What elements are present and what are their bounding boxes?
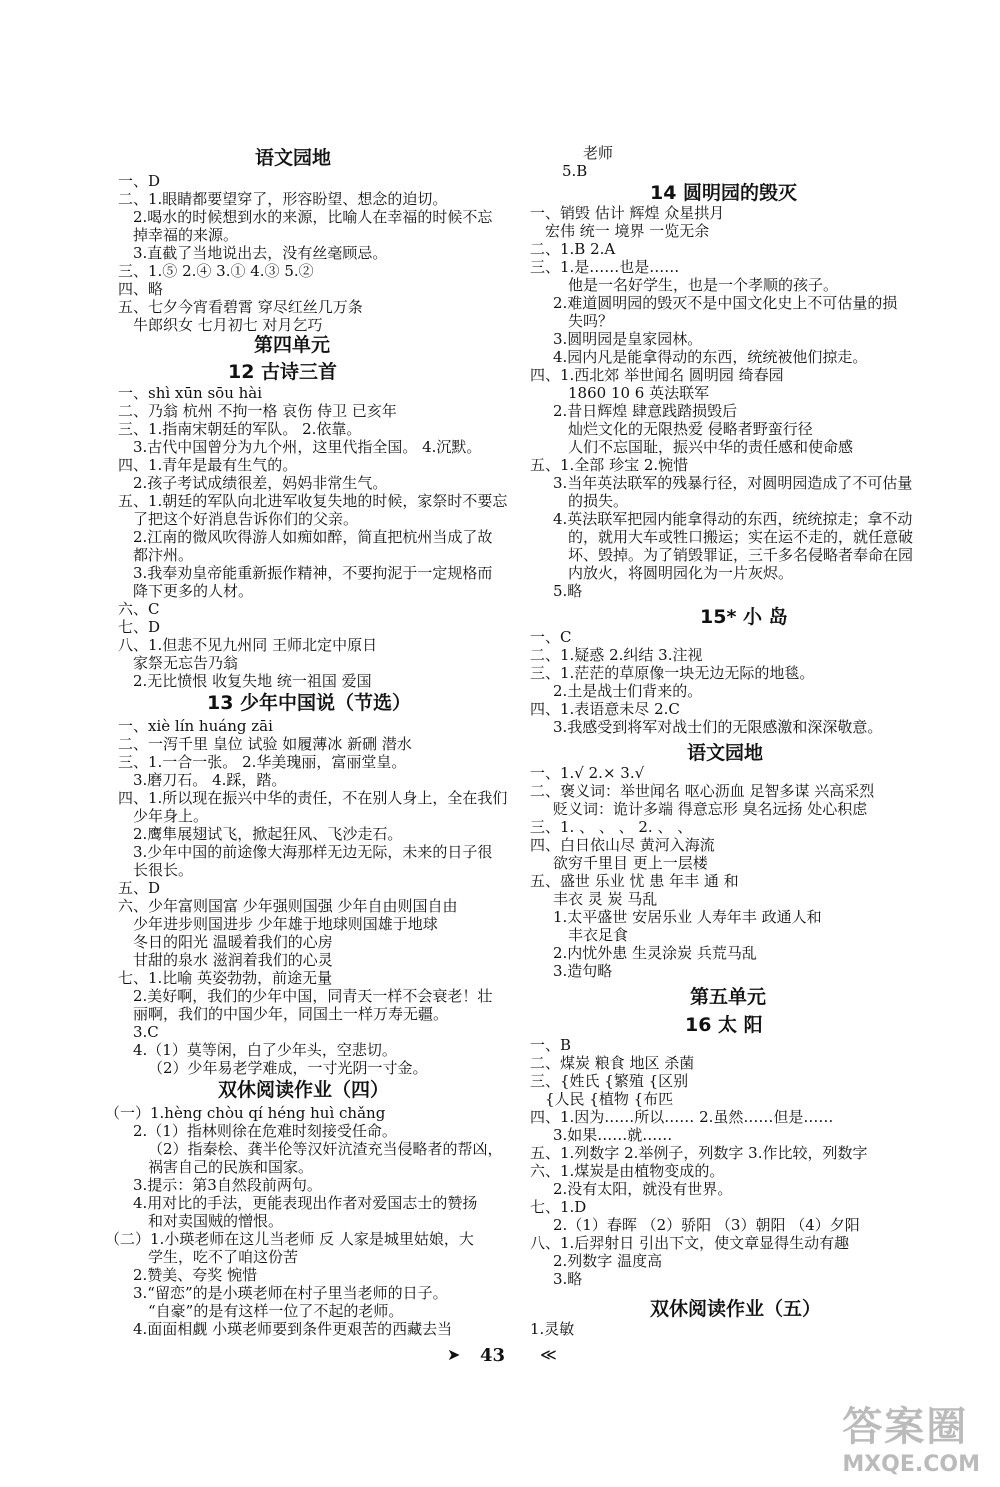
answer-line: 学生，吃不了咱这份苦	[148, 1248, 299, 1266]
answer-line: 五、1.朝廷的军队向北进军收复失地的时候，家祭时不要忘	[118, 492, 508, 510]
section-heading: 第四单元	[254, 334, 331, 356]
answer-line: （二）1.小瑛老师在这儿当老师 反 人家是城里姑娘，大	[105, 1230, 474, 1248]
answer-line: 1.灵敏	[530, 1320, 575, 1338]
answer-line: 三、1.指南宋朝廷的军队。 2.依靠。	[118, 420, 362, 438]
answer-line: 三、1. 、 、 、 2. 、 、	[530, 818, 693, 836]
answer-line: 二、1.B 2.A	[530, 240, 616, 258]
answer-line: 2.难道圆明园的毁灭不是中国文化史上不可估量的损	[553, 294, 898, 312]
answer-line: 失吗？	[568, 312, 614, 330]
answer-line: 四、1.青年是最有生气的。	[118, 456, 298, 474]
answer-line: 一、xiè lín huáng zāi	[118, 717, 273, 735]
answer-line: 四、白日依山尽 黄河入海流	[530, 836, 715, 854]
answer-line: 长很长。	[133, 861, 194, 879]
answer-line: 一、C	[530, 628, 572, 646]
answer-line: 丰衣 灵 炭 马乱	[553, 890, 658, 908]
answer-line: 六、少年富则国富 少年强则国强 少年自由则国自由	[118, 897, 458, 915]
answer-line: 三、1.⑤ 2.④ 3.① 4.③ 5.②	[118, 262, 314, 280]
answer-line: （2）指秦桧、龚半伦等汉奸沆渣充当侵略者的帮凶，	[148, 1140, 503, 1158]
answer-line: 五、1.全部 珍宝 2.惋惜	[530, 456, 689, 474]
answer-line: 掉幸福的来源。	[133, 226, 239, 244]
answer-line: 2.无比愤恨 收复失地 统一祖国 爱国	[133, 672, 372, 690]
answer-line: 老师	[583, 144, 614, 162]
page-number: 43	[480, 1345, 506, 1366]
answer-line: （2）少年易老学难成，一寸光阴一寸金。	[148, 1059, 428, 1077]
answer-line: 七、1.D	[530, 1198, 587, 1216]
answer-line: 七、1.比喻 英姿勃勃，前途无量	[118, 969, 333, 987]
answer-line: 四、1.所以现在振兴中华的责任，不在别人身上，全在我们	[118, 789, 508, 807]
answer-line: 家祭无忘告乃翁	[133, 654, 239, 672]
answer-line: 一、shì xūn sōu hài	[118, 384, 263, 402]
answer-line: 二、1.疑惑 2.纠结 3.注视	[530, 646, 703, 664]
answer-line: 牛郎织女 七月初七 对月乞巧	[133, 316, 323, 334]
answer-line: 二、1.眼睛都要望穿了，形容盼望、想念的迫切。	[118, 190, 448, 208]
answer-line: 4.面面相觑 小瑛老师要到条件更艰苦的西藏去当	[133, 1320, 453, 1338]
answer-line: 2.内忧外患 生灵涂炭 兵荒马乱	[553, 944, 757, 962]
answer-line: 贬义词：诡计多端 得意忘形 臭名远扬 处心积虑	[553, 800, 868, 818]
answer-line: 丰衣足食	[568, 926, 629, 944]
answer-line: 甘甜的泉水 滋润着我们的心灵	[133, 951, 333, 969]
answer-line: 3.如果……就……	[553, 1126, 673, 1144]
answer-line: 六、C	[118, 600, 160, 618]
answer-line: 欲穷千里目 更上一层楼	[553, 854, 708, 872]
answer-line: 2.江南的微风吹得游人如痴如醉，简直把杭州当成了故	[133, 528, 493, 546]
section-heading: 12 古诗三首	[228, 361, 338, 383]
answer-line: 二、煤炭 粮食 地区 杀菌	[530, 1054, 695, 1072]
answer-line: 3.提示：第3自然段前两句。	[133, 1176, 322, 1194]
answer-line: 五、七夕今宵看碧霄 穿尽红丝几万条	[118, 298, 363, 316]
answer-line: （一）1.hèng chòu qí héng huì chǎng	[105, 1104, 386, 1122]
answer-line: 3.C	[133, 1023, 159, 1041]
section-heading: 双休阅读作业（四）	[218, 1079, 390, 1101]
answer-line: 内放火，将圆明园化为一片灰烬。	[568, 564, 794, 582]
answer-line: 3.少年中国的前途像大海那样无边无际，未来的日子很	[133, 843, 493, 861]
answer-line: 五、1.列数字 2.举例子，列数字 3.作比较，列数字	[530, 1144, 868, 1162]
answer-line: 二、乃翁 杭州 不拘一格 哀伤 侍卫 已亥年	[118, 402, 397, 420]
answer-line: 七、D	[118, 618, 161, 636]
answer-line: {人民 {植物 {布匹	[545, 1090, 674, 1108]
answer-line: 3.古代中国曾分为九个州，这里代指全国。 4.沉默。	[133, 438, 482, 456]
answer-line: 2.（1）春晖 （2）骄阳 （3）朝阳 （4）夕阳	[553, 1216, 860, 1234]
answer-line: 1860 10 6 英法联军	[568, 384, 710, 402]
section-heading: 14 圆明园的毁灭	[650, 182, 798, 204]
answer-line: 3.我感受到将军对战士们的无限感激和深深敬意。	[553, 718, 883, 736]
answer-line: 3.当年英法联军的残暴行径，对圆明园造成了不可估量	[553, 474, 913, 492]
answer-line: 3.略	[553, 1270, 583, 1288]
answer-line: 2.土是战士们背来的。	[553, 682, 703, 700]
answer-line: 降下更多的人材。	[133, 582, 254, 600]
answer-line: 2.没有太阳，就没有世界。	[553, 1180, 733, 1198]
answer-line: 一、销毁 估计 辉煌 众星拱月	[530, 204, 725, 222]
answer-line: 人们不忘国耻，振兴中华的责任感和使命感	[568, 438, 854, 456]
answer-line: 四、1.西北郊 举世闻名 圆明园 绮春园	[530, 366, 784, 384]
section-heading: 第五单元	[690, 986, 767, 1008]
answer-line: 3.磨刀石。 4.踩，踏。	[133, 771, 287, 789]
answer-line: 4.英法联军把园内能拿得动的东西，统统掠走；拿不动	[553, 510, 913, 528]
answer-line: 4.（1）莫等闲，白了少年头，空悲切。	[133, 1041, 397, 1059]
answer-line: 5.略	[553, 582, 583, 600]
answer-line: 四、略	[118, 280, 164, 298]
answer-line: 都汴州。	[133, 546, 194, 564]
answer-line: 3.“留恋”的是小瑛老师在村子里当老师的日子。	[133, 1284, 448, 1302]
answer-line: 和对卖国贼的憎恨。	[148, 1212, 284, 1230]
answer-line: 八、1.但悲不见九州同 王师北定中原日	[118, 636, 378, 654]
answer-line: 祸害自己的民族和国家。	[148, 1158, 314, 1176]
answer-line: 二、一泻千里 皇位 试验 如履薄冰 新硎 潜水	[118, 735, 412, 753]
answer-line: 2.美好啊，我们的少年中国，同青天一样不会衰老！壮	[133, 987, 493, 1005]
answer-line: 2.列数字 温度高	[553, 1252, 663, 1270]
section-heading: 语文园地	[255, 147, 332, 169]
answer-line: 1.太平盛世 安居乐业 人寿年丰 政通人和	[553, 908, 822, 926]
answer-line: 2.孩子考试成绩很差，妈妈非常生气。	[133, 474, 388, 492]
watermark-title: 答案圈	[842, 1404, 969, 1450]
answer-line: 3.圆明园是皇家园林。	[553, 330, 703, 348]
answer-line: 的损失。	[568, 492, 629, 510]
answer-line: 一、1.√ 2.× 3.√	[530, 764, 645, 782]
arrow-right-icon: ≪	[540, 1345, 557, 1364]
answer-line: 二、褒义词：举世闻名 呕心沥血 足智多谋 兴高采烈	[530, 782, 875, 800]
section-heading: 13 少年中国说（节选）	[207, 692, 412, 714]
answer-line: 四、1.表语意未尽 2.C	[530, 700, 680, 718]
answer-line: 少年身上。	[133, 807, 209, 825]
section-heading: 15* 小 岛	[700, 606, 788, 628]
section-heading: 16 太 阳	[685, 1014, 763, 1036]
answer-line: 3.我奉劝皇帝能重新振作精神，不要拘泥于一定规格而	[133, 564, 493, 582]
answer-line: 他是一名好学生，也是一个孝顺的孩子。	[568, 276, 839, 294]
answer-line: 了把这个好消息告诉你们的父亲。	[133, 510, 359, 528]
answer-line: 一、B	[530, 1036, 572, 1054]
section-heading: 语文园地	[687, 742, 764, 764]
answer-line: 四、1.因为……所以…… 2.虽然……但是……	[530, 1108, 834, 1126]
watermark	[842, 1395, 980, 1477]
answer-line: 一、D	[118, 172, 161, 190]
answer-line: 3.造句略	[553, 962, 613, 980]
answer-line: 五、D	[118, 879, 161, 897]
answer-line: 六、1.煤炭是由植物变成的。	[530, 1162, 725, 1180]
answer-line: 少年进步则国进步 少年雄于地球则国雄于地球	[133, 915, 438, 933]
answer-line: 三、1.是……也是……	[530, 258, 680, 276]
arrow-left-icon: ➤	[447, 1345, 461, 1364]
answer-line: 2.赞美、夸奖 惋惜	[133, 1266, 258, 1284]
section-heading: 双休阅读作业（五）	[650, 1298, 822, 1320]
answer-line: 三、1.茫茫的草原像一块无边无际的地毯。	[530, 664, 815, 682]
answer-line: 坏、毁掉。为了销毁罪证，三千多名侵略者奉命在园	[568, 546, 914, 564]
answer-line: 2.鹰隼展翅试飞，掀起狂风、飞沙走石。	[133, 825, 403, 843]
answer-line: 三、{姓氏 {繁殖 {区别	[530, 1072, 689, 1090]
answer-line: 2.昔日辉煌 肆意践踏损毁后	[553, 402, 738, 420]
answer-line: 4.用对比的手法，更能表现出作者对爱国志士的赞扬	[133, 1194, 478, 1212]
answer-line: 宏伟 统一 境界 一览无余	[545, 222, 710, 240]
answer-line: 的，就用大车或牲口搬运；实在运不走的，就任意破	[568, 528, 914, 546]
answer-line: 5.B	[562, 162, 588, 180]
answer-line: 五、盛世 乐业 忧 患 年丰 通 和	[530, 872, 739, 890]
answer-line: 2.喝水的时候想到水的来源，比喻人在幸福的时候不忘	[133, 208, 493, 226]
answer-line: 冬日的阳光 温暖着我们的心房	[133, 933, 333, 951]
answer-line: 2.（1）指林则徐在危难时刻接受任命。	[133, 1122, 397, 1140]
answer-line: 三、1.一合一张。 2.华美瑰丽，富丽堂皇。	[118, 753, 407, 771]
answer-line: 丽啊，我们的中国少年，同国土一样万寿无疆。	[133, 1005, 449, 1023]
answer-line: 灿烂文化的无限热爱 侵略者野蛮行径	[568, 420, 813, 438]
answer-line: 八、1.后羿射日 引出下文，使文章显得生动有趣	[530, 1234, 850, 1252]
answer-line: 3.直截了当地说出去，没有丝毫顾忌。	[133, 244, 388, 262]
answer-line: 4.园内凡是能拿得动的东西，统统被他们掠走。	[553, 348, 868, 366]
watermark-url: MXQE.COM	[842, 1452, 980, 1477]
answer-line: “自豪”的是有这样一位了不起的老师。	[148, 1302, 404, 1320]
